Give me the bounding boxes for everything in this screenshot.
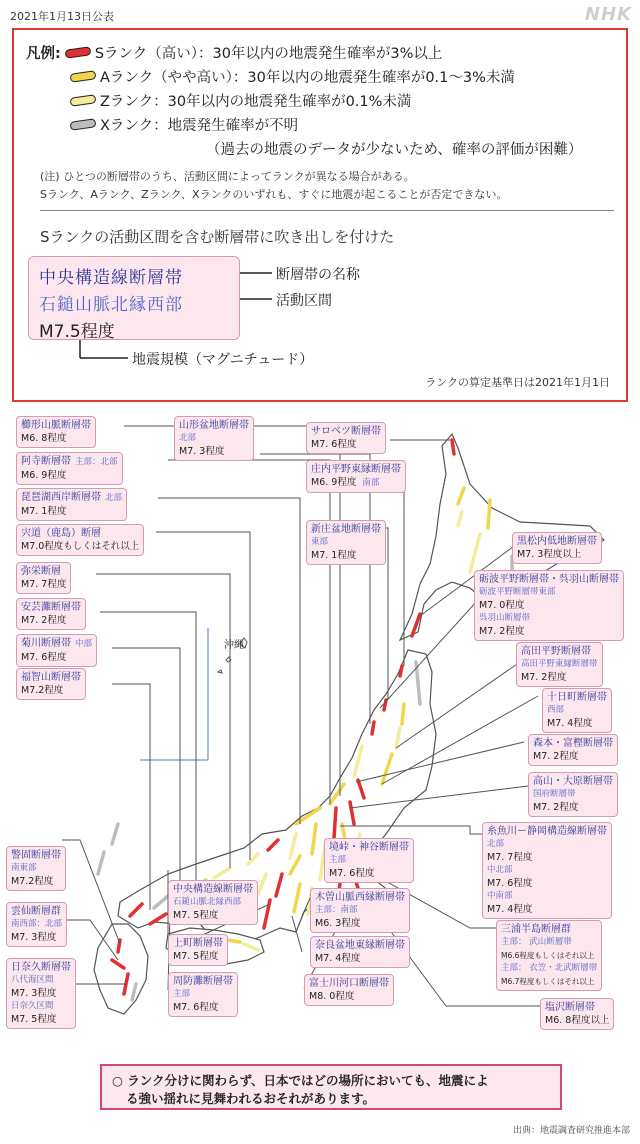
callout-section: 北部 [105,493,123,503]
legend-label-x: Xランク：地震発生確率が不明 [100,118,299,134]
callout-name: 福智山断層帯 [21,672,81,683]
callout-name: 警固断層帯 [11,850,61,861]
callout-name: 新庄盆地断層帯 [311,524,381,535]
callout-mag: M8. 0程度 [309,991,355,1002]
callout-mag-2: M7. 5程度 [11,1014,57,1025]
callout-section-2: 中北部 [487,865,513,875]
callout-section: 南東部 [11,863,37,873]
callout-mag-2: M7. 6程度 [487,878,533,889]
callout-sarobetsu [306,422,386,454]
callout-name: 安芸灘断層帯 [21,602,81,613]
callout-name: 櫛形山脈断層帯 [21,420,91,431]
bottom-note-line-1: ○ ランク分けに関わらず、日本ではどの場所においても、地震によ [112,1073,489,1088]
example-name-label: 断層帯の名称 [276,267,360,283]
source-credit: 出典：地震調査研究推進本部 [512,1126,630,1136]
callout-name: 三浦半島断層群 [501,924,571,935]
legend-note-1: (注) ひとつの断層帯のうち、活動区間によってランクが異なる場合がある。 [40,170,415,183]
callout-shinjo [306,520,386,565]
callout-name [21,637,92,651]
callout-mag-text: M6. 9程度 [311,477,357,488]
callout-name: 高田平野断層帯 [521,646,591,657]
callout-kikugawa [16,634,97,667]
callout-section: 東部 [311,537,329,547]
callout-section: 主部： 武山断層帯 [501,937,572,947]
callout-section: 主部：北部 [75,457,118,467]
callout-mag: M7.2程度 [11,876,54,887]
callout-name-text: 琵琶湖西岸断層帯 [21,492,101,503]
callout-mag: M6. 8程度以上 [545,1015,610,1026]
callout-name: 山形盆地断層帯 [179,420,249,431]
callout-section: 高田平野東縁断層帯 [521,659,598,669]
callout-name: 弥栄断層 [21,566,61,577]
callout-mag: M6.6程度もしくはそれ以上 [501,951,595,960]
callout-section: 八代海区間 [11,975,54,985]
callout-name [21,455,118,469]
callout-mag: M6. 3程度 [315,918,361,929]
callout-mag: M7. 2程度 [533,751,579,762]
callout-shiozawa [540,998,614,1030]
callout-name: 中央構造線断層帯 [173,884,253,895]
callout-mag: M7. 6程度 [173,1002,219,1013]
legend-head: 凡例: [26,46,61,62]
callout-section: 中部 [75,639,93,649]
callout-name: 木曽山脈西縁断層帯 [315,892,405,903]
callout-fukuchiyama [16,668,86,700]
callout-atera [16,452,123,485]
example-magnitude-label: 地震規模（マグニチュード） [132,352,314,368]
example-section: 石鎚山脈北縁西部 [39,295,183,315]
callout-mag: M7. 2程度 [521,672,567,683]
callout-shinji [16,524,144,556]
callout-name: 黒松内低地断層帯 [517,536,597,547]
callout-mag-2: M7. 2程度 [479,626,525,637]
callout-mag: M7. 2程度 [21,615,67,626]
callout-name: 境峠・神谷断層帯 [329,842,409,853]
s-rank-title: Sランクの活動区間を含む断層帯に吹き出しを付けた [40,228,395,246]
callout-name: 宍道（鹿島）断層 [21,528,101,539]
callout-name: 日奈久断層帯 [11,962,71,973]
callout-mag [311,476,401,490]
callout-sakaitoge [324,838,414,883]
callout-section: 石鎚山脈北縁西部 [173,897,242,907]
bottom-note [100,1064,562,1110]
legend-box [12,28,628,402]
example-magnitude: M7.5程度 [39,322,115,342]
callout-akinada [16,598,86,630]
callout-nara [310,936,410,968]
callout-kego [6,846,66,891]
callout-name [21,491,122,505]
base-date: ランクの算定基準日は2021年1月1日 [425,376,610,389]
callout-mag: M7. 7程度 [21,579,67,590]
callout-name: 上町断層帯 [173,938,223,949]
callout-tokamachi [542,688,612,733]
callout-unzen [6,902,67,947]
callout-mag: M7. 3程度 [11,988,57,999]
callout-mag: M7. 1程度 [311,550,357,561]
callout-median-tectonic [168,880,258,925]
callout-section: 砺波平野断層帯東部 [479,587,556,597]
callout-yasaka [16,562,71,594]
callout-miura [496,920,602,991]
callout-section: 国府断層帯 [533,789,576,799]
callout-mag: M7. 3程度 [179,446,225,457]
example-section-label: 活動区間 [276,293,332,309]
callout-takayama [528,772,618,817]
callout-section: 南西部：北部 [11,919,63,929]
callout-name: 庄内平野東縁断層帯 [311,464,401,475]
callout-mag: M7. 6程度 [21,652,67,663]
callout-name: 富士川河口断層帯 [309,978,389,989]
callout-name-text: 阿寺断層帯 [21,456,71,467]
callout-tonami [474,570,624,641]
callout-name-text: 菊川断層帯 [21,638,71,649]
callout-biwako [16,488,127,521]
callout-section-3: 中南部 [487,891,513,901]
callout-section: 西部 [547,705,565,715]
callout-mag: M7.0程度もしくはそれ以上 [21,541,140,552]
callout-kiso [310,888,410,933]
callout-section: 主部 [173,989,191,999]
callout-section: 主部 [329,855,347,865]
legend-label-s: Sランク（高い）：30年以内の地震発生確率が3%以上 [94,46,443,62]
legend-x-note: （過去の地震のデータが少ないため、確率の評価が困難） [206,142,583,158]
callout-mag: M6. 9程度 [21,470,67,481]
callout-name: 糸魚川ー静岡構造線断層帯 [487,826,607,837]
callout-mag: M7. 0程度 [479,600,525,611]
callout-section: 北部 [487,839,505,849]
callout-suonada [168,972,238,1017]
callout-section-2: 主部： 衣笠・北武断層帯 [501,963,598,973]
callout-section-2: 日奈久区間 [11,1001,54,1011]
callout-section: 主部：南部 [315,905,358,915]
callout-hinagu [6,958,76,1029]
callout-section: 南部 [362,478,380,488]
callout-fujikawa [304,974,394,1006]
callout-mag: M7. 7程度 [487,852,533,863]
callout-mag: M7. 1程度 [21,506,67,517]
callout-mag: M7.2程度 [21,685,64,696]
callout-name: 砺波平野断層帯・呉羽山断層帯 [479,574,619,585]
callout-name: 奈良盆地東縁断層帯 [315,940,405,951]
callout-shonai [306,460,406,493]
callout-name: 周防灘断層帯 [173,976,233,987]
callout-itoigawa [482,822,612,919]
bottom-note-line-2: る強い揺れに見舞われるおそれがあります。 [126,1091,376,1106]
callout-mag: M7. 6程度 [329,868,375,879]
legend-label-a: Aランク（やや高い）：30年以内の地震発生確率が0.1～3%未満 [100,70,515,86]
callout-mag-2: M6.7程度もしくはそれ以上 [501,977,595,986]
legend-note-2: Sランク、Aランク、Zランク、Xランクのいずれも、すぐに地震が起こることが否定できない。 [40,188,508,201]
callout-section-2: 呉羽山断層帯 [479,613,531,623]
okinawa-label: 沖縄 [224,640,244,651]
callout-name: 高山・大原断層帯 [533,776,613,787]
callout-mag: M7. 4程度 [315,953,361,964]
callout-mag: M7. 3程度以上 [517,549,582,560]
callout-mag: M7. 5程度 [173,951,219,962]
callout-takada [516,642,603,687]
callout-uemachi [168,934,228,966]
callout-name: 雲仙断層群 [11,906,61,917]
nhk-logo: NHK [584,4,632,25]
callout-yamagata [174,416,254,461]
callout-name: 塩沢断層帯 [545,1002,595,1013]
callout-kuromatsunai [512,532,602,564]
example-name: 中央構造線断層帯 [39,268,183,288]
callout-mag: M7. 2程度 [533,802,579,813]
publish-date: 2021年1月13日公表 [10,10,114,23]
callout-morimoto [528,734,618,766]
callout-mag: M6. 8程度 [21,433,67,444]
callout-name: 十日町断層帯 [547,692,607,703]
callout-name: 森本・富樫断層帯 [533,738,613,749]
callout-mag: M7. 3程度 [11,932,57,943]
legend-label-z: Zランク：30年以内の地震発生確率が0.1%未満 [100,94,412,110]
callout-mag: M7. 4程度 [547,718,593,729]
callout-section: 北部 [179,433,197,443]
callout-mag-3: M7. 4程度 [487,904,533,915]
callout-name: サロベツ断層帯 [311,426,381,437]
callout-mag: M7. 5程度 [173,910,219,921]
callout-mag: M7. 6程度 [311,439,357,450]
callout-kushigata [16,416,96,448]
example-leader-lines [14,30,630,404]
